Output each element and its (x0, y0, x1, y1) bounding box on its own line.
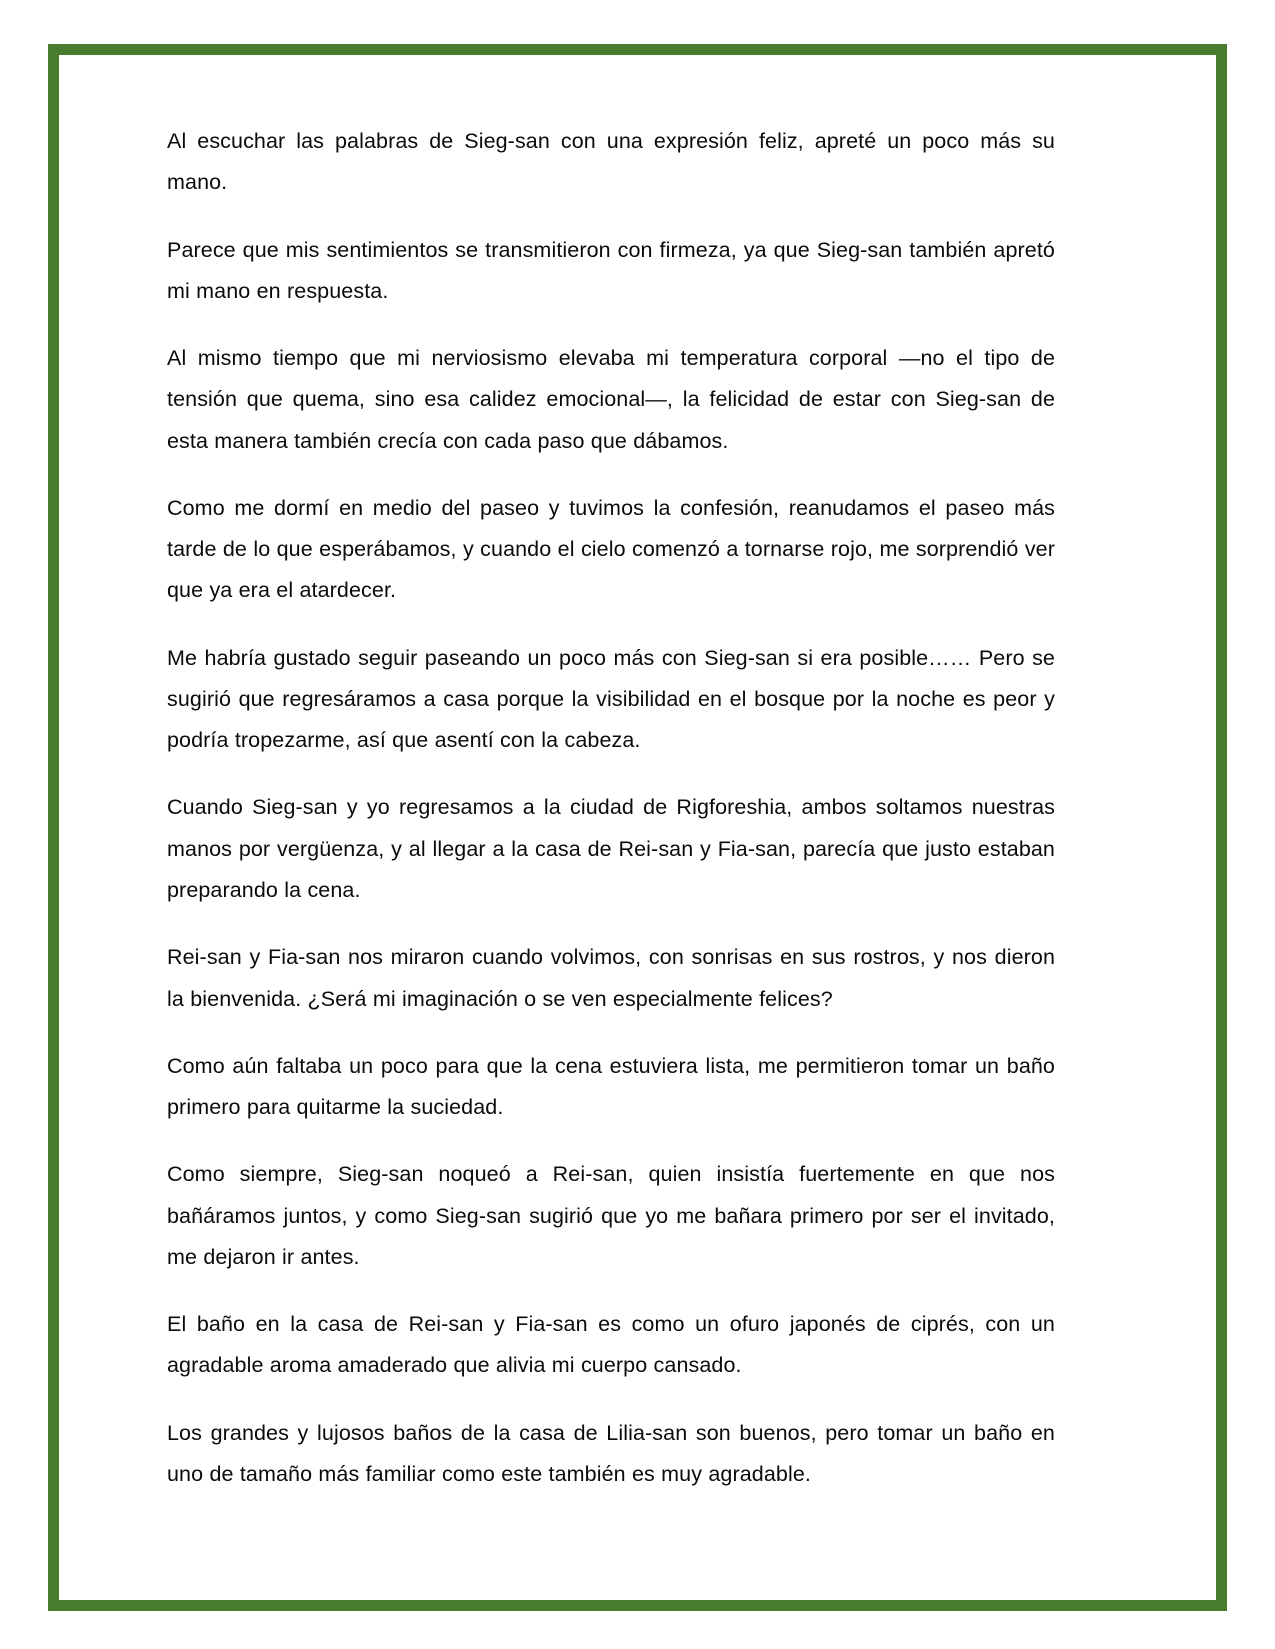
page-border-frame (48, 44, 1227, 1611)
paragraph: Al mismo tiempo que mi nerviosismo elevaba mi temperatura corporal —no el tipo de tensión que quema, sino esa calidez emocional—, la felicidad de estar con Sieg-san de esta manera también crecía con cada paso que dábamos. (167, 346, 1055, 453)
paragraph: Me habría gustado seguir paseando un poco más con Sieg-san si era posible…… Pero se sugirió que regresáramos a casa porque la visibilidad en el bosque por la noche es peor y podría tropezarme, así que asentí con la cabeza. (167, 645, 1055, 753)
paragraph: Como siempre, Sieg-san noqueó a Rei-san, quien insistía fuertemente en que nos bañáramos juntos, y como Sieg-san sugirió que yo me bañara primero por ser el invitado, me dejaron ir antes. (167, 1162, 1055, 1269)
paragraph: Al escuchar las palabras de Sieg-san con una expresión feliz, apreté un poco más su mano. (167, 129, 1055, 195)
paragraph: Rei-san y Fia-san nos miraron cuando volvimos, con sonrisas en sus rostros, y nos dieron la bienvenida. ¿Será mi imaginación o se ven especialmente felices? (167, 945, 1055, 1011)
paragraph: Parece que mis sentimientos se transmitieron con firmeza, ya que Sieg-san también apretó mi mano en respuesta. (167, 237, 1055, 303)
paragraph: Como me dormí en medio del paseo y tuvimos la confesión, reanudamos el paseo más tarde de lo que esperábamos, y cuando el cielo comenzó a tornarse rojo, me sorprendió ver que ya era el atardecer. (167, 495, 1055, 603)
page-content-area (59, 55, 1216, 1600)
paragraph: Como aún faltaba un poco para que la cena estuviera lista, me permitieron tomar un baño primero para quitarme la suciedad. (167, 1053, 1055, 1120)
paragraph: Cuando Sieg-san y yo regresamos a la ciudad de Rigforeshia, ambos soltamos nuestras manos por vergüenza, y al llegar a la casa de Rei-san y Fia-san, parecía que justo estaban preparando la cena. (167, 795, 1055, 902)
paragraph: Los grandes y lujosos baños de la casa de Lilia-san son buenos, pero tomar un baño en uno de tamaño más familiar como este también es muy agradable. (167, 1420, 1055, 1486)
paragraph: El baño en la casa de Rei-san y Fia-san es como un ofuro japonés de ciprés, con un agradable aroma amaderado que alivia mi cuerpo cansado. (167, 1312, 1055, 1378)
document-text-body (167, 121, 1055, 1495)
